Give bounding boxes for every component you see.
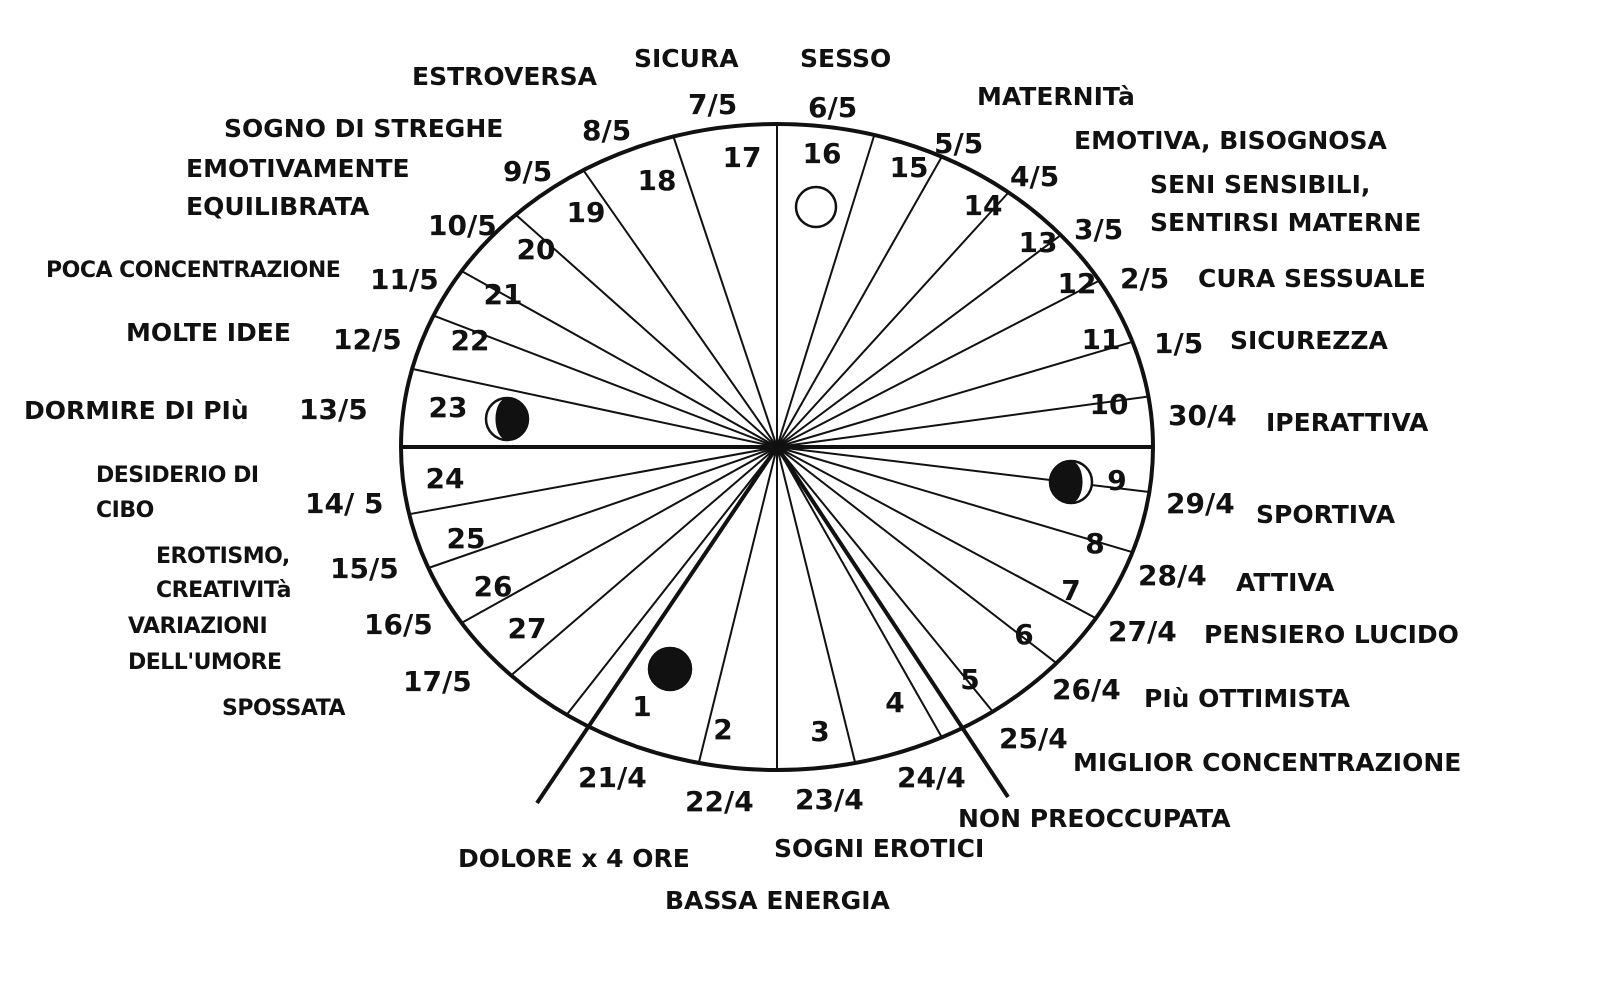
day-number-9: 9 <box>1107 464 1127 497</box>
day-number-16: 16 <box>802 137 842 170</box>
first-quarter-moon-icon <box>1050 461 1092 503</box>
description-day-11: SICUREZZA <box>1230 326 1388 355</box>
date-label-day-4: 24/4 <box>897 761 966 794</box>
description-day-16: SESSO <box>800 44 892 73</box>
description-day-9: SPORTIVA <box>1256 500 1396 529</box>
sector-divider <box>699 447 777 763</box>
description-day-21: POCA CONCENTRAZIONE <box>46 258 341 283</box>
date-label-day-1: 21/4 <box>578 761 647 794</box>
description-day-22: MOLTE IDEE <box>126 318 291 347</box>
description-day-10: IPERATTIVA <box>1266 408 1429 437</box>
day-number-14: 14 <box>963 189 1003 222</box>
date-label-day-5: 25/4 <box>999 722 1068 755</box>
day-number-17: 17 <box>722 141 762 174</box>
day-number-20: 20 <box>516 233 556 266</box>
description-day-25-creativity: CREATIVITà <box>156 578 291 603</box>
day-number-12: 12 <box>1057 267 1097 300</box>
period-start-line <box>537 447 777 803</box>
date-label-day-17: 7/5 <box>688 88 738 121</box>
sector-divider <box>777 135 874 447</box>
new-moon-icon <box>649 648 691 690</box>
date-label-day-7: 27/4 <box>1108 615 1177 648</box>
date-label-day-16: 6/5 <box>808 91 858 124</box>
description-day-15: MATERNITà <box>977 82 1135 111</box>
date-label-day-19: 9/5 <box>503 155 553 188</box>
sector-divider <box>777 342 1133 447</box>
day-number-27: 27 <box>507 612 547 645</box>
day-number-23: 23 <box>428 391 468 424</box>
date-label-day-27: 17/5 <box>403 665 472 698</box>
day-number-5: 5 <box>960 663 980 696</box>
day-number-10: 10 <box>1089 388 1129 421</box>
description-day-17: SICURA <box>634 44 739 73</box>
day-number-22: 22 <box>450 324 490 357</box>
date-label-day-24: 14/ 5 <box>305 487 384 520</box>
description-day-8: ATTIVA <box>1236 568 1335 597</box>
date-label-day-2: 22/4 <box>685 785 754 818</box>
description-day-25-eroticism: EROTISMO, <box>156 544 290 569</box>
date-label-day-6: 26/4 <box>1052 673 1121 706</box>
day-number-21: 21 <box>483 278 523 311</box>
description-day-26-variations: VARIAZIONI <box>128 614 268 639</box>
description-day-14: EMOTIVA, BISOGNOSA <box>1074 126 1387 155</box>
date-label-day-10: 30/4 <box>1168 399 1237 432</box>
description-day-13-maternal: SENTIRSI MATERNE <box>1150 208 1422 237</box>
description-day-23: DORMIRE DI PIù <box>24 396 249 425</box>
date-label-day-25: 15/5 <box>330 552 399 585</box>
date-label-day-9: 29/4 <box>1166 487 1235 520</box>
day-number-19: 19 <box>566 196 606 229</box>
last-quarter-moon-icon <box>486 398 528 440</box>
date-label-day-14: 4/5 <box>1010 160 1060 193</box>
day-number-7: 7 <box>1061 574 1081 607</box>
description-day-1-pain: DOLORE x 4 ORE <box>458 844 690 873</box>
description-day-3: SOGNI EROTICI <box>774 834 985 863</box>
day-number-15: 15 <box>889 151 929 184</box>
day-number-3: 3 <box>810 715 830 748</box>
description-day-13-breasts: SENI SENSIBILI, <box>1150 170 1371 199</box>
description-day-27: SPOSSATA <box>222 696 346 721</box>
description-day-5-worry: NON PREOCCUPATA <box>958 804 1231 833</box>
full-moon-icon <box>796 187 836 227</box>
description-day-6: PIù OTTIMISTA <box>1144 684 1351 713</box>
description-day-20-balanced: EQUILIBRATA <box>186 192 370 221</box>
day-number-18: 18 <box>637 164 677 197</box>
date-label-day-12: 2/5 <box>1120 262 1170 295</box>
date-label-day-22: 12/5 <box>333 323 402 356</box>
day-number-26: 26 <box>473 570 513 603</box>
sector-divider <box>777 447 1149 492</box>
date-label-day-18: 8/5 <box>582 114 632 147</box>
description-day-18: ESTROVERSA <box>412 62 597 91</box>
date-label-day-13: 3/5 <box>1074 213 1124 246</box>
day-number-24: 24 <box>425 462 465 495</box>
date-label-day-21: 11/5 <box>370 263 439 296</box>
date-label-day-20: 10/5 <box>428 209 497 242</box>
day-number-6: 6 <box>1014 618 1034 651</box>
description-day-24-desire: DESIDERIO DI <box>96 463 259 488</box>
description-day-5-concentration: MIGLIOR CONCENTRAZIONE <box>1073 748 1462 777</box>
sector-divider <box>777 235 1061 447</box>
day-number-25: 25 <box>446 522 486 555</box>
description-day-24-food: CIBO <box>96 498 154 523</box>
description-day-1-energy: BASSA ENERGIA <box>665 886 890 915</box>
description-day-19: SOGNO DI STREGHE <box>224 114 504 143</box>
date-label-day-23: 13/5 <box>299 393 368 426</box>
day-number-4: 4 <box>885 686 905 719</box>
description-day-7: PENSIERO LUCIDO <box>1204 620 1459 649</box>
sector-divider <box>583 170 777 447</box>
date-label-day-26: 16/5 <box>364 608 433 641</box>
day-number-13: 13 <box>1018 226 1058 259</box>
description-day-12: CURA SESSUALE <box>1198 264 1426 293</box>
day-number-8: 8 <box>1085 527 1105 560</box>
description-day-20-emotional: EMOTIVAMENTE <box>186 154 410 183</box>
date-label-day-3: 23/4 <box>795 783 864 816</box>
sector-divider <box>777 193 1009 448</box>
day-number-11: 11 <box>1081 323 1121 356</box>
day-number-2: 2 <box>713 713 733 746</box>
date-label-day-15: 5/5 <box>934 127 984 160</box>
description-day-26-mood: DELL'UMORE <box>128 650 282 675</box>
date-label-day-8: 28/4 <box>1138 559 1207 592</box>
date-label-day-11: 1/5 <box>1154 327 1204 360</box>
day-number-1: 1 <box>632 690 652 723</box>
